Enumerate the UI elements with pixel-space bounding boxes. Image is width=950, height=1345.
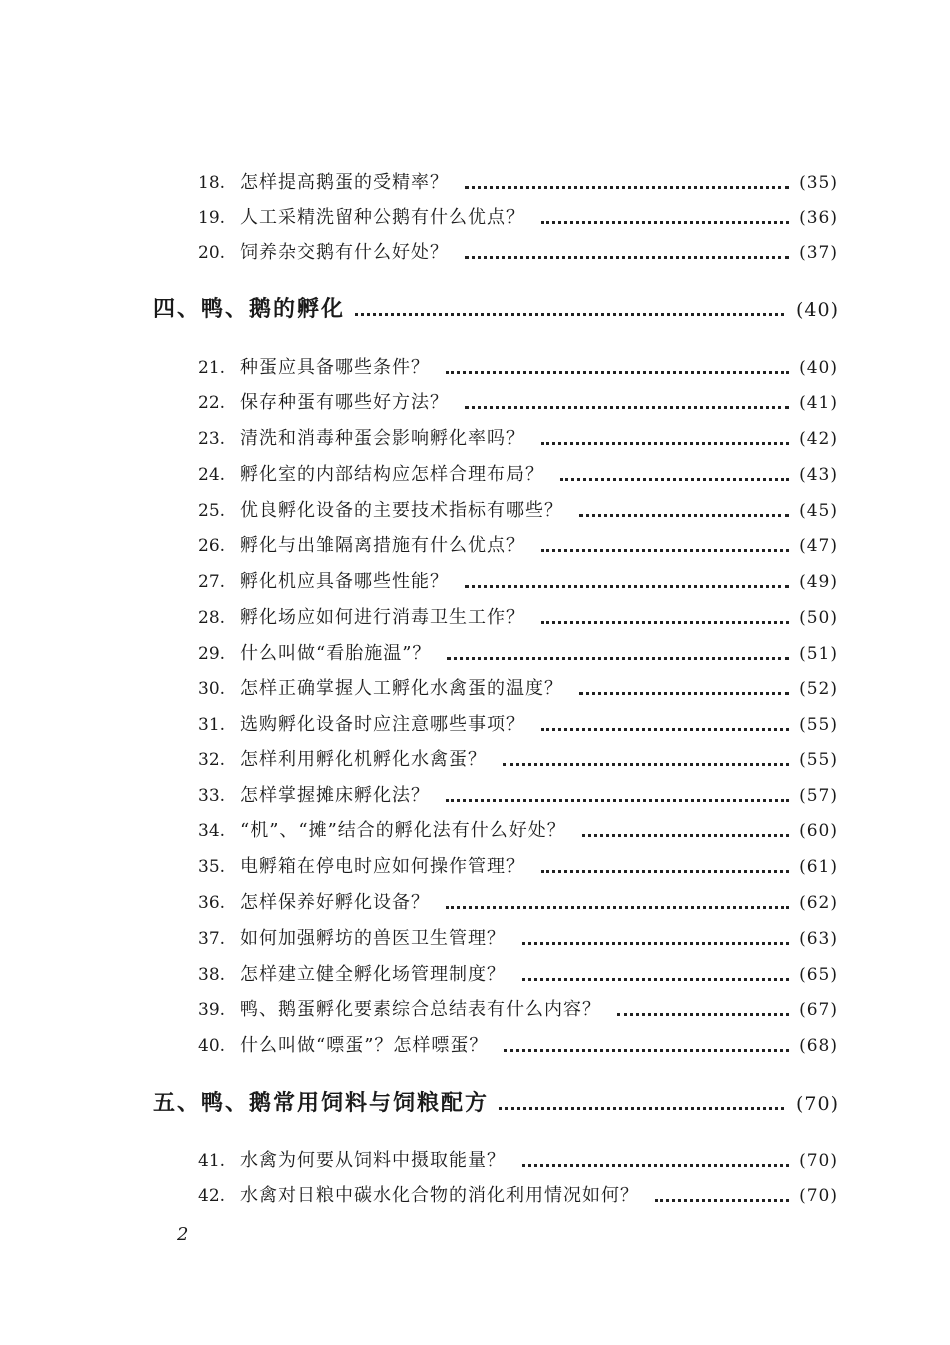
toc-entry [198, 960, 838, 990]
entry-title: 怎样提高鹅蛋的受精率？ [240, 172, 449, 193]
entry-page: (45) [799, 501, 838, 521]
toc-entry [198, 639, 838, 669]
entry-number: 37. [198, 929, 226, 949]
entry-page: (40) [799, 358, 838, 378]
entry-number: 31. [198, 715, 226, 735]
toc-entry [198, 424, 838, 454]
entry-number: 24. [198, 465, 226, 485]
toc-entry [198, 1031, 838, 1061]
entry-page: (68) [799, 1036, 838, 1056]
entry-number: 21. [198, 358, 226, 378]
entry-number: 19. [198, 208, 226, 228]
entry-number: 39. [198, 1000, 226, 1020]
entry-title: 选购孵化设备时应注意哪些事项？ [240, 714, 525, 735]
entry-title: 孵化机应具备哪些性能？ [240, 571, 449, 592]
toc-entry [198, 168, 838, 198]
entry-page: (50) [799, 608, 838, 628]
entry-page: (70) [799, 1186, 838, 1206]
toc-entry [198, 674, 838, 704]
toc-entry [198, 781, 838, 811]
entry-page: (51) [799, 644, 838, 664]
entry-number: 18. [198, 173, 226, 193]
entry-number: 20. [198, 243, 226, 263]
entry-page: (49) [799, 572, 838, 592]
entry-number: 28. [198, 608, 226, 628]
toc-entry [198, 496, 838, 526]
entry-title: 水禽为何要从饲料中摄取能量？ [240, 1150, 506, 1171]
entry-number: 25. [198, 501, 226, 521]
dot-leader [655, 1199, 789, 1202]
toc-entry [198, 816, 838, 846]
dot-leader [522, 978, 789, 981]
toc-entry [198, 388, 838, 418]
page-number: 2 [177, 1224, 189, 1245]
toc-entry [198, 1146, 838, 1176]
dot-leader [560, 478, 789, 481]
entry-number: 29. [198, 644, 226, 664]
entry-title: 清洗和消毒种蛋会影响孵化率吗？ [240, 428, 525, 449]
entry-number: 34. [198, 821, 226, 841]
entry-title: 优良孵化设备的主要技术指标有哪些？ [240, 500, 563, 521]
dot-leader [582, 834, 789, 837]
entry-title: 保存种蛋有哪些好方法？ [240, 392, 449, 413]
entry-number: 42. [198, 1186, 226, 1206]
dot-leader [541, 728, 789, 731]
dot-leader [541, 549, 789, 552]
entry-title: 鸭、鹅蛋孵化要素综合总结表有什么内容？ [240, 999, 601, 1020]
entry-page: (70) [799, 1151, 838, 1171]
entry-number: 32. [198, 750, 226, 770]
dot-leader [446, 371, 789, 374]
toc-entry [198, 353, 838, 383]
toc-entry [198, 203, 838, 233]
entry-number: 22. [198, 393, 226, 413]
entry-page: (43) [799, 465, 838, 485]
toc-entry [198, 995, 838, 1025]
entry-number: 35. [198, 857, 226, 877]
dot-leader [465, 186, 789, 189]
section-heading [153, 290, 839, 330]
entry-title: “机”、“摊”结合的孵化法有什么好处？ [240, 820, 566, 841]
entry-page: (52) [799, 679, 838, 699]
entry-number: 38. [198, 965, 226, 985]
dot-leader [465, 406, 789, 409]
entry-title: 什么叫做“嘌蛋”？怎样嘌蛋？ [240, 1035, 489, 1056]
dot-leader [465, 256, 789, 259]
dot-leader [446, 906, 789, 909]
dot-leader [541, 442, 789, 445]
entry-page: (67) [799, 1000, 838, 1020]
entry-title: 怎样掌握摊床孵化法？ [240, 785, 430, 806]
entry-title: 人工采精洗留种公鹅有什么优点？ [240, 207, 525, 228]
entry-title: 种蛋应具备哪些条件？ [240, 357, 430, 378]
dot-leader [447, 657, 789, 660]
entry-page: (37) [799, 243, 838, 263]
toc-entry [198, 745, 838, 775]
dot-leader [355, 313, 784, 316]
entry-number: 26. [198, 536, 226, 556]
entry-number: 41. [198, 1151, 226, 1171]
section-title: 五、鸭、鹅常用饲料与饲粮配方 [153, 1091, 490, 1116]
section-page: (40) [795, 299, 839, 321]
dot-leader [579, 514, 789, 517]
entry-title: 孵化场应如何进行消毒卫生工作？ [240, 607, 525, 628]
dot-leader [446, 799, 789, 802]
entry-number: 36. [198, 893, 226, 913]
entry-page: (61) [799, 857, 838, 877]
entry-title: 怎样建立健全孵化场管理制度？ [240, 964, 506, 985]
toc-entry [198, 567, 838, 597]
entry-page: (65) [799, 965, 838, 985]
entry-page: (55) [799, 750, 838, 770]
dot-leader [465, 585, 789, 588]
dot-leader [541, 870, 789, 873]
entry-title: 如何加强孵坊的兽医卫生管理？ [240, 928, 506, 949]
entry-page: (57) [799, 786, 838, 806]
entry-number: 27. [198, 572, 226, 592]
dot-leader [617, 1013, 789, 1016]
entry-page: (63) [799, 929, 838, 949]
section-page: (70) [795, 1093, 839, 1115]
toc-entry [198, 710, 838, 740]
entry-title: 怎样保养好孵化设备？ [240, 892, 430, 913]
entry-page: (62) [799, 893, 838, 913]
entry-title: 怎样正确掌握人工孵化水禽蛋的温度？ [240, 678, 563, 699]
toc-entry [198, 531, 838, 561]
entry-page: (55) [799, 715, 838, 735]
entry-title: 水禽对日粮中碳水化合物的消化利用情况如何？ [240, 1185, 639, 1206]
entry-title: 怎样利用孵化机孵化水禽蛋？ [240, 749, 487, 770]
entry-page: (35) [799, 173, 838, 193]
entry-title: 孵化室的内部结构应怎样合理布局？ [240, 464, 544, 485]
entry-title: 什么叫做“看胎施温”？ [240, 643, 432, 664]
entry-title: 孵化与出雏隔离措施有什么优点？ [240, 535, 525, 556]
toc-entry [198, 460, 838, 490]
dot-leader [522, 942, 789, 945]
section-heading [153, 1084, 839, 1124]
dot-leader [499, 1107, 784, 1110]
toc-entry [198, 852, 838, 882]
entry-title: 电孵箱在停电时应如何操作管理？ [240, 856, 525, 877]
entry-number: 23. [198, 429, 226, 449]
entry-page: (60) [799, 821, 838, 841]
entry-number: 40. [198, 1036, 226, 1056]
entry-title: 饲养杂交鹅有什么好处？ [240, 242, 449, 263]
dot-leader [541, 621, 789, 624]
dot-leader [522, 1164, 789, 1167]
toc-entry [198, 1181, 838, 1211]
entry-number: 30. [198, 679, 226, 699]
toc-entry [198, 238, 838, 268]
toc-entry [198, 888, 838, 918]
dot-leader [503, 763, 789, 766]
section-title: 四、鸭、鹅的孵化 [153, 297, 346, 322]
entry-page: (42) [799, 429, 838, 449]
toc-entry [198, 924, 838, 954]
toc-entry [198, 603, 838, 633]
entry-page: (47) [799, 536, 838, 556]
dot-leader [541, 221, 789, 224]
entry-page: (36) [799, 208, 838, 228]
entry-page: (41) [799, 393, 838, 413]
dot-leader [504, 1049, 789, 1052]
entry-number: 33. [198, 786, 226, 806]
dot-leader [579, 692, 789, 695]
